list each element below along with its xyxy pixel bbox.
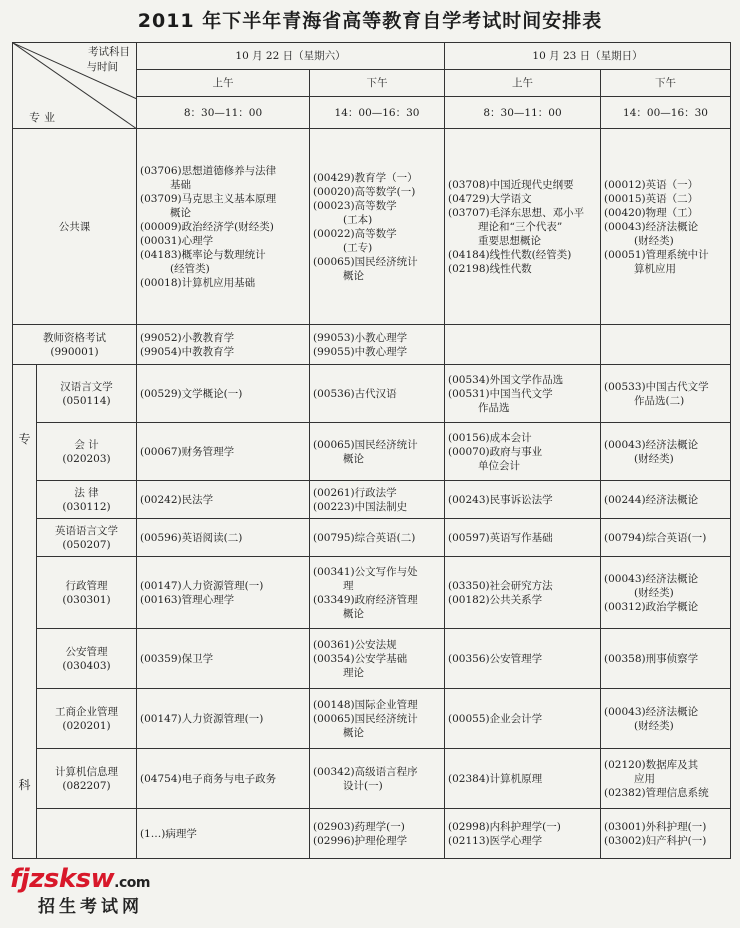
major-name-cell: [37, 365, 137, 423]
major-code: (050114): [62, 394, 111, 407]
course-entry: 概论: [170, 206, 191, 219]
course-entry: (04729)大学语文: [448, 192, 532, 205]
major-d1pm-cell: [310, 365, 445, 423]
major-code: (050207): [62, 538, 111, 551]
course-entry: (00031)心理学: [140, 234, 214, 247]
major-d1am-cell: [137, 519, 310, 557]
major-d1pm-cell: [310, 519, 445, 557]
major-d2pm-cell: [601, 689, 731, 749]
course-entry: (03708)中国近现代史纲要: [448, 178, 574, 191]
course-entry: (00009)政治经济学(财经类): [140, 220, 274, 233]
course-entry: (00055)企业会计学: [448, 712, 543, 725]
major-d2am-cell: [445, 749, 601, 809]
course-entry: (00022)高等数学: [313, 227, 397, 240]
course-entry: (00043)经济法概论: [604, 220, 699, 233]
course-entry: (03349)政府经济管理: [313, 593, 418, 606]
course-entry: (00182)公共关系学: [448, 593, 543, 606]
major-d1pm-cell: [310, 629, 445, 689]
course-entry: (00223)中国法制史: [313, 500, 408, 513]
course-entry: (00065)国民经济统计: [313, 712, 418, 725]
watermark-logo-suffix: .com: [114, 875, 150, 891]
course-entry: (02903)药理学(一): [313, 820, 405, 833]
major-d2pm-cell: [601, 519, 731, 557]
course-entry: (财经类): [634, 719, 674, 732]
public-d2-pm-cell: [601, 129, 731, 325]
teacher-exam-code: (990001): [50, 345, 99, 358]
major-d1pm-cell: [310, 689, 445, 749]
course-entry: (03709)马克思主义基本原理: [140, 192, 277, 205]
course-entry: (00261)行政法学: [313, 486, 397, 499]
course-entry: (工本): [343, 213, 373, 226]
major-d1am-cell: [137, 365, 310, 423]
course-entry: (03002)妇产科护(一): [604, 834, 707, 847]
teacher-d2-am-cell: [445, 325, 601, 365]
major-d1am-cell: [137, 749, 310, 809]
major-code: (082207): [62, 779, 111, 792]
course-entry: (00015)英语（二）: [604, 192, 699, 205]
public-d1-am-cell: [137, 129, 310, 325]
major-d1pm-cell: [310, 481, 445, 519]
course-entry: 理论和“三个代表”: [478, 220, 563, 233]
session-header-d2-am: 上午: [445, 70, 601, 97]
course-entry: (99054)中教教育学: [140, 345, 235, 358]
course-entry: 单位会计: [478, 459, 521, 472]
course-entry: (00420)物理（工）: [604, 206, 699, 219]
teacher-d1-pm-cell: [310, 325, 445, 365]
major-code: (030301): [62, 593, 111, 606]
corner-label-major: 专业: [29, 111, 59, 124]
site-watermark: [10, 864, 180, 924]
teacher-d1-am-cell: [137, 325, 310, 365]
course-entry: 作品选: [478, 401, 510, 414]
course-entry: (02998)内科护理学(一): [448, 820, 561, 833]
major-name-cell: [37, 423, 137, 481]
session-header-d1-pm: 下午: [310, 70, 445, 97]
major-name-cell: [37, 629, 137, 689]
course-entry: (财经类): [634, 234, 674, 247]
course-entry: (02120)数据库及其: [604, 758, 699, 771]
course-entry: (00531)中国当代文学: [448, 387, 553, 400]
major-d2am-cell: [445, 689, 601, 749]
course-entry: (00795)综合英语(二): [313, 531, 416, 544]
course-entry: (00529)文学概论(一): [140, 387, 243, 400]
course-entry: (00534)外国文学作品选: [448, 373, 564, 386]
exam-schedule-table: [12, 42, 731, 859]
major-d2pm-cell: [601, 365, 731, 423]
course-entry: (00148)国际企业管理: [313, 698, 418, 711]
course-entry: 概论: [343, 607, 364, 620]
major-d1pm-cell: [310, 809, 445, 859]
course-entry: (99055)中教心理学: [313, 345, 408, 358]
major-d2am-cell: [445, 519, 601, 557]
course-entry: (00533)中国古代文学: [604, 380, 709, 393]
course-entry: (经管类): [170, 262, 210, 275]
course-entry: (财经类): [634, 586, 674, 599]
course-entry: (00312)政治学概论: [604, 600, 699, 613]
watermark-logo-text: fjzsksw: [10, 864, 115, 894]
major-d1am-cell: [137, 423, 310, 481]
major-name-cell: [37, 689, 137, 749]
course-entry: (99052)小教教育学: [140, 331, 235, 344]
course-entry: (00358)刑事侦察学: [604, 652, 699, 665]
watermark-logo: [10, 864, 180, 894]
course-entry: (02198)线性代数: [448, 262, 532, 275]
course-entry: (99053)小教心理学: [313, 331, 408, 344]
course-entry: (03001)外科护理(一): [604, 820, 707, 833]
course-entry: 概论: [343, 269, 364, 282]
corner-label-subject: 考试科目: [88, 46, 130, 58]
major-code: (030112): [62, 500, 111, 513]
public-d2-am-cell: [445, 129, 601, 325]
course-entry: (00023)高等数学: [313, 199, 397, 212]
major-name: 会 计: [74, 438, 99, 451]
date-header-oct22: 10 月 22 日（星期六）: [137, 43, 445, 70]
time-header-d1-am: 8：30—11：00: [137, 97, 310, 129]
watermark-subtitle: 招生考试网: [38, 897, 143, 917]
course-entry: (00043)经济法概论: [604, 705, 699, 718]
major-name: 英语语言文学: [55, 524, 118, 537]
major-name: 法 律: [74, 486, 99, 499]
teacher-exam-label: [13, 325, 137, 365]
course-entry: (00156)成本会计: [448, 431, 532, 444]
course-entry: (00065)国民经济统计: [313, 255, 418, 268]
course-entry: 重要思想概论: [478, 234, 542, 247]
teacher-d2-pm-cell: [601, 325, 731, 365]
major-name: 工商企业管理: [55, 705, 118, 718]
course-entry: (02996)护理伦理学: [313, 834, 408, 847]
major-d1am-cell: [137, 689, 310, 749]
course-entry: (00242)民法学: [140, 493, 214, 506]
major-name: 汉语言文学: [60, 380, 113, 393]
major-d2am-cell: [445, 365, 601, 423]
page-title: 2011 年下半年青海省高等教育自学考试时间安排表: [137, 10, 603, 32]
course-entry: (00597)英语写作基础: [448, 531, 553, 544]
course-entry: (04184)线性代数(经管类): [448, 248, 572, 261]
major-code: (030403): [62, 659, 111, 672]
session-header-d1-am: 上午: [137, 70, 310, 97]
corner-label-time: 与时间: [86, 61, 118, 73]
major-d1pm-cell: [310, 749, 445, 809]
time-header-d1-pm: 14：00—16：30: [310, 97, 445, 129]
course-entry: (02382)管理信息系统: [604, 786, 709, 799]
course-entry: 设计(一): [343, 779, 383, 792]
course-entry: (00020)高等数学(一): [313, 185, 416, 198]
course-entry: (02113)医学心理学: [448, 834, 543, 847]
course-entry: (00429)教育学（一）: [313, 171, 418, 184]
major-name-cell: [37, 519, 137, 557]
course-entry: (工专): [343, 241, 373, 254]
major-d2pm-cell: [601, 629, 731, 689]
course-entry: (00596)英语阅读(二): [140, 531, 243, 544]
course-entry: (00065)国民经济统计: [313, 438, 418, 451]
course-entry: (1…)病理学: [140, 827, 197, 840]
major-label-char: 专: [18, 431, 31, 446]
course-entry: (00043)经济法概论: [604, 438, 699, 451]
course-entry: 应用: [634, 772, 656, 785]
course-entry: 概论: [343, 726, 364, 739]
course-entry: (00341)公文写作与处: [313, 565, 418, 578]
course-entry: 算机应用: [634, 262, 677, 275]
major-name-cell: [37, 481, 137, 519]
major-d2pm-cell: [601, 749, 731, 809]
course-entry: (00361)公安法规: [313, 638, 397, 651]
time-header-d2-am: 8：30—11：00: [445, 97, 601, 129]
course-entry: 理: [343, 579, 354, 592]
course-entry: (04183)概率论与数理统计: [140, 248, 266, 261]
major-name: 计算机信息理: [55, 765, 118, 778]
course-entry: (00244)经济法概论: [604, 493, 699, 506]
course-entry: 作品选(二): [634, 394, 685, 407]
major-d1am-cell: [137, 809, 310, 859]
major-d1pm-cell: [310, 557, 445, 629]
course-entry: (00043)经济法概论: [604, 572, 699, 585]
course-entry: (00018)计算机应用基础: [140, 276, 256, 289]
major-name-cell: [37, 557, 137, 629]
major-code: (020201): [62, 719, 111, 732]
corner-header-cell: [13, 43, 137, 129]
major-d2pm-cell: [601, 481, 731, 519]
teacher-exam-name: 教师资格考试: [43, 331, 106, 344]
course-entry: 基础: [170, 178, 191, 191]
major-name: 公安管理: [65, 645, 108, 658]
course-entry: (00359)保卫学: [140, 652, 214, 665]
major-name-cell: [37, 749, 137, 809]
major-d2am-cell: [445, 629, 601, 689]
course-entry: (00147)人力资源管理(一): [140, 712, 264, 725]
course-entry: (03350)社会研究方法: [448, 579, 553, 592]
course-entry: (00147)人力资源管理(一): [140, 579, 264, 592]
major-d2pm-cell: [601, 557, 731, 629]
time-header-d2-pm: 14：00—16：30: [601, 97, 731, 129]
date-header-oct23: 10 月 23 日（星期日）: [445, 43, 731, 70]
course-entry: (00536)古代汉语: [313, 387, 397, 400]
major-name-cell: [37, 809, 137, 859]
major-d2am-cell: [445, 809, 601, 859]
course-entry: (00051)管理系统中计: [604, 248, 709, 261]
course-entry: 概论: [343, 452, 364, 465]
session-header-d2-pm: 下午: [601, 70, 731, 97]
major-label-char: 科: [18, 777, 31, 792]
course-entry: (03706)思想道德修养与法律: [140, 164, 277, 177]
major-d2am-cell: [445, 557, 601, 629]
major-d2pm-cell: [601, 809, 731, 859]
major-d1am-cell: [137, 629, 310, 689]
course-entry: (02384)计算机原理: [448, 772, 543, 785]
public-d1-pm-cell: [310, 129, 445, 325]
course-entry: (04754)电子商务与电子政务: [140, 772, 277, 785]
major-section-label: [13, 365, 37, 859]
public-course-label: 公共课: [13, 129, 137, 325]
course-entry: (00794)综合英语(一): [604, 531, 707, 544]
course-entry: 理论: [343, 666, 364, 679]
major-d2am-cell: [445, 481, 601, 519]
major-name: 行政管理: [65, 579, 108, 592]
major-d2pm-cell: [601, 423, 731, 481]
major-code: (020203): [62, 452, 111, 465]
major-d1am-cell: [137, 481, 310, 519]
course-entry: (00067)财务管理学: [140, 445, 235, 458]
major-d1am-cell: [137, 557, 310, 629]
course-entry: (00243)民事诉讼法学: [448, 493, 553, 506]
course-entry: (00012)英语（一）: [604, 178, 699, 191]
course-entry: (00070)政府与事业: [448, 445, 543, 458]
course-entry: (00356)公安管理学: [448, 652, 543, 665]
course-entry: (00342)高级语言程序: [313, 765, 418, 778]
course-entry: (00354)公安学基础: [313, 652, 408, 665]
course-entry: (03707)毛泽东思想、邓小平: [448, 206, 585, 219]
major-d1pm-cell: [310, 423, 445, 481]
course-entry: (财经类): [634, 452, 674, 465]
course-entry: (00163)管理心理学: [140, 593, 235, 606]
major-d2am-cell: [445, 423, 601, 481]
